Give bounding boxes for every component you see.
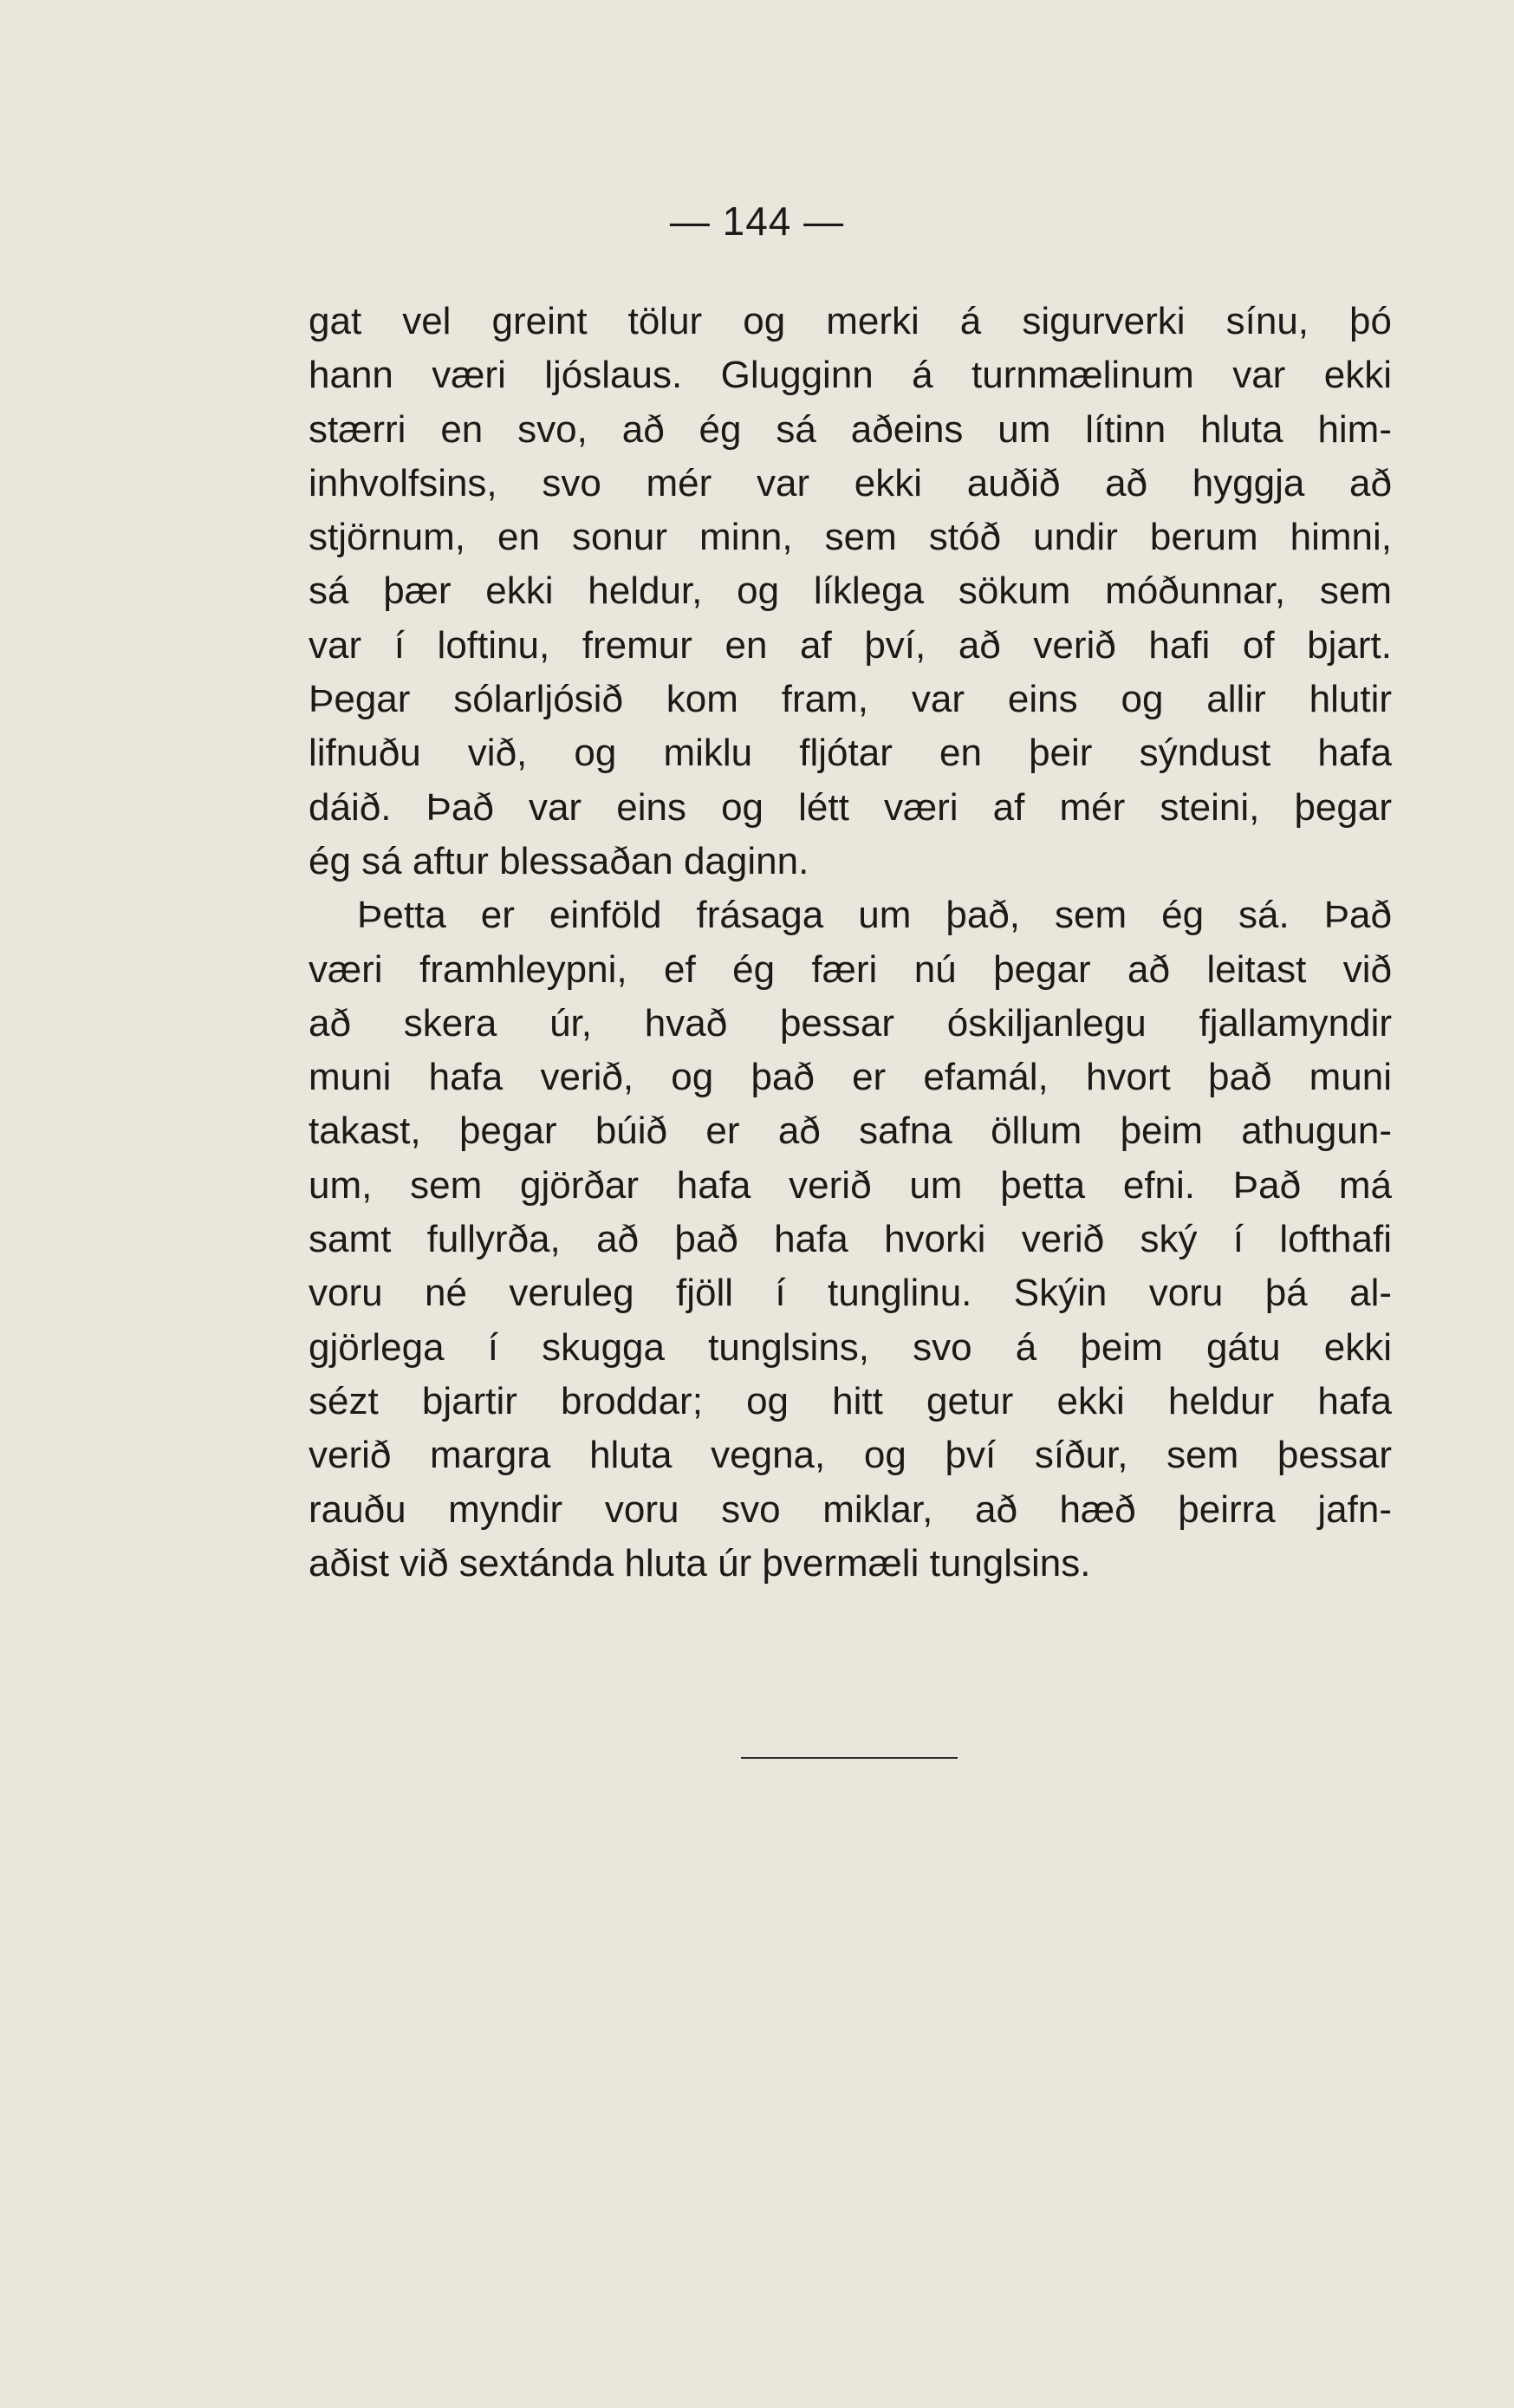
- body-text: [309, 295, 1392, 1591]
- text-line: Þetta er einföld frásaga um það, sem ég sá. Það: [357, 894, 1392, 937]
- text-line: Þegar sólarljósið kom fram, var eins og allir hlutir: [309, 678, 1392, 721]
- text-line: lifnuðu við, og miklu fljótar en þeir sýndust hafa: [309, 732, 1392, 775]
- text-line: var í loftinu, fremur en af því, að verið hafi of bjart.: [309, 623, 1392, 667]
- text-line: verið margra hluta vegna, og því síður, sem þessar: [309, 1434, 1392, 1477]
- text-line: sá þær ekki heldur, og líklega sökum móðunnar, sem: [309, 569, 1392, 613]
- text-line: inhvolfsins, svo mér var ekki auðið að hyggja að: [309, 461, 1392, 504]
- text-line: stjörnum, en sonur minn, sem stóð undir berum himni,: [309, 516, 1392, 559]
- text-line: hann væri ljóslaus. Glugginn á turnmælinum var ekki: [309, 354, 1392, 397]
- text-line: dáið. Það var eins og létt væri af mér steini, þegar: [309, 785, 1392, 829]
- page-number: — 144 —: [669, 198, 845, 244]
- text-line: aðist við sextánda hluta úr þvermæli tunglsins.: [309, 1541, 1091, 1585]
- text-line: ég sá aftur blessaðan daginn.: [309, 839, 809, 882]
- text-line: gjörlega í skugga tunglsins, svo á þeim gátu ekki: [309, 1325, 1392, 1369]
- text-line: gat vel greint tölur og merki á sigurverki sínu, þó: [309, 300, 1392, 342]
- text-line: rauðu myndir voru svo miklar, að hæð þeirra jafn-: [309, 1487, 1392, 1531]
- text-line: muni hafa verið, og það er efamál, hvort það muni: [309, 1056, 1392, 1099]
- text-line: væri framhleypni, ef ég færi nú þegar að leitast við: [309, 947, 1392, 991]
- paragraph: [309, 295, 1392, 888]
- end-rule: [741, 1757, 958, 1759]
- text-line: voru né veruleg fjöll í tunglinu. Skýin voru þá al-: [309, 1272, 1392, 1315]
- text-line: samt fullyrða, að það hafa hvorki verið ský í lofthafi: [309, 1218, 1392, 1261]
- text-line: takast, þegar búið er að safna öllum þeim athugun-: [309, 1110, 1392, 1153]
- text-line: um, sem gjörðar hafa verið um þetta efni. Það má: [309, 1163, 1392, 1207]
- text-line: sézt bjartir broddar; og hitt getur ekki heldur hafa: [309, 1379, 1392, 1422]
- text-line: stærri en svo, að ég sá aðeins um lítinn hluta him-: [309, 407, 1392, 451]
- paragraph: [309, 888, 1392, 1591]
- text-line: að skera úr, hvað þessar óskiljanlegu fjallamyndir: [309, 1001, 1392, 1045]
